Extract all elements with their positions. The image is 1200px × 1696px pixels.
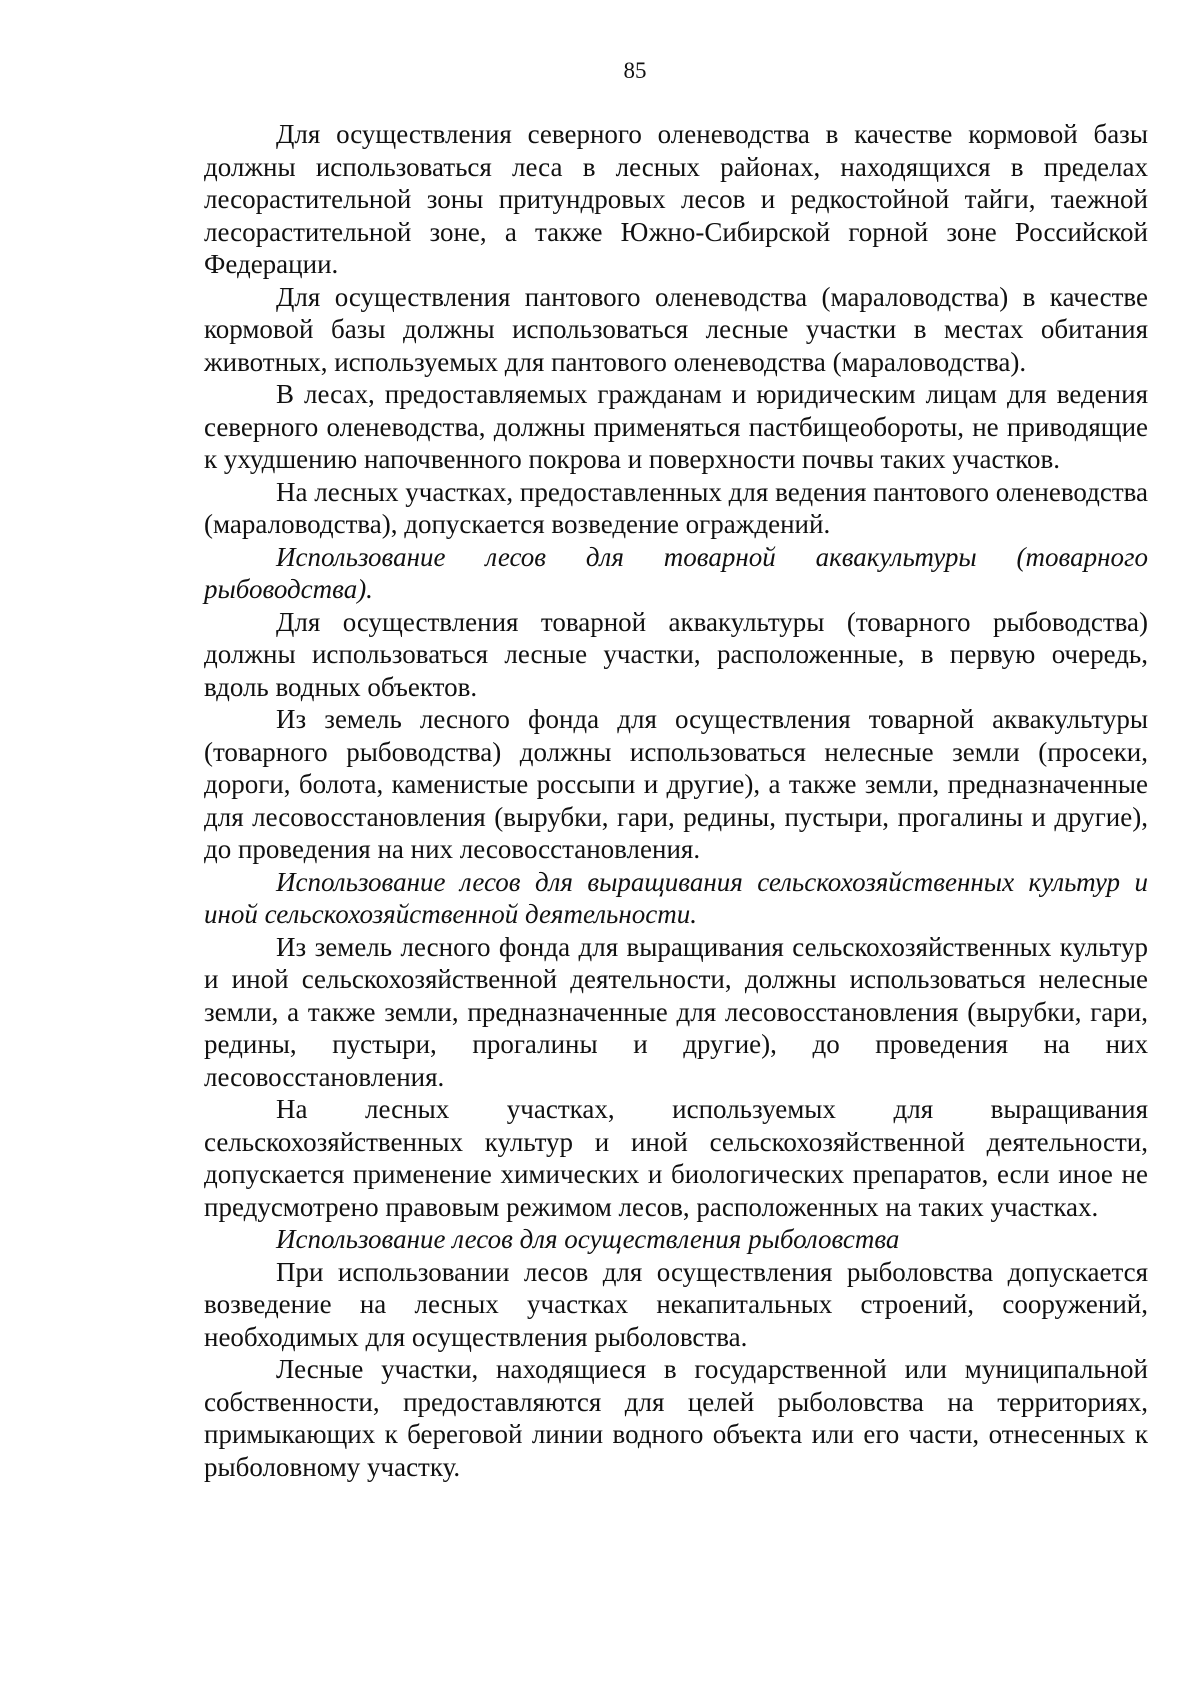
paragraph-fishing-plots: Лесные участки, находящиеся в государственной или муниципальной собственности, предоставляются для целей рыболовства на территориях, примыкающих к береговой линии водного объекта или его части, отнесенных к рыболовному участку. bbox=[204, 1354, 1148, 1482]
paragraph-fencing: На лесных участках, предоставленных для ведения пантового оленеводства (мараловодства), допускается возведение ограждений. bbox=[204, 476, 1148, 539]
paragraph-aquaculture-lands: Из земель лесного фонда для осуществления товарной аквакультуры (товарного рыбоводства) должны использоваться нелесные земли (просеки, дороги, болота, каменистые россыпи и другие), а также земли, предназначенные для лесовосстановления (вырубки, гари, редины, пустыри, прогалины и другие), до проведения на них лесовосстановления. bbox=[204, 704, 1148, 864]
paragraph-aquaculture-plots: Для осуществления товарной аквакультуры (товарного рыбоводства) должны использоваться лесные участки, расположенные, в первую очередь, вдоль водных объектов. bbox=[204, 606, 1148, 702]
paragraph-agriculture-chemicals: На лесных участках, используемых для выращивания сельскохозяйственных культур и иной сельскохозяйственной деятельности, допускается применение химических и биологических препаратов, если иное не предусмотрено правовым режимом лесов, расположенных на таких участках. bbox=[204, 1094, 1148, 1222]
paragraph-northern-reindeer: Для осуществления северного оленеводства в качестве кормовой базы должны использоваться леса в лесных районах, находящихся в пределах лесорастительной зоны притундровых лесов и редкостойной тайги, таежной лесорастительной зоне, а также Южно-Сибирской горной зоне Российской Федерации. bbox=[204, 119, 1148, 279]
document-body bbox=[204, 118, 1148, 1483]
paragraph-pasture-rotation: В лесах, предоставляемых гражданам и юридическим лицам для ведения северного оленеводства, должны применяться пастбищеобороты, не приводящие к ухудшению напочвенного покрова и поверхности почвы таких участков. bbox=[204, 379, 1148, 474]
heading-agriculture: Использование лесов для выращивания сельскохозяйственных культур и иной сельскохозяйственной деятельности. bbox=[204, 866, 1148, 929]
heading-aquaculture: Использование лесов для товарной аквакультуры (товарного рыбоводства). bbox=[204, 541, 1148, 604]
page-number: 85 bbox=[623, 58, 647, 83]
heading-fishing: Использование лесов для осуществления рыболовства bbox=[276, 1224, 900, 1254]
paragraph-agriculture-lands: Из земель лесного фонда для выращивания сельскохозяйственных культур и иной сельскохозяйственной деятельности, должны использоваться нелесные земли, а также земли, предназначенные для лесовосстановления (вырубки, гари, редины, пустыри, прогалины и другие), до проведения на них лесовосстановления. bbox=[204, 931, 1148, 1092]
paragraph-fishing-structures: При использовании лесов для осуществления рыболовства допускается возведение на лесных участках некапитальных строений, сооружений, необходимых для осуществления рыболовства. bbox=[204, 1256, 1148, 1352]
paragraph-antler-reindeer: Для осуществления пантового оленеводства (мараловодства) в качестве кормовой базы должны использоваться лесные участки в местах обитания животных, используемых для пантового оленеводства (мараловодства). bbox=[204, 281, 1148, 377]
